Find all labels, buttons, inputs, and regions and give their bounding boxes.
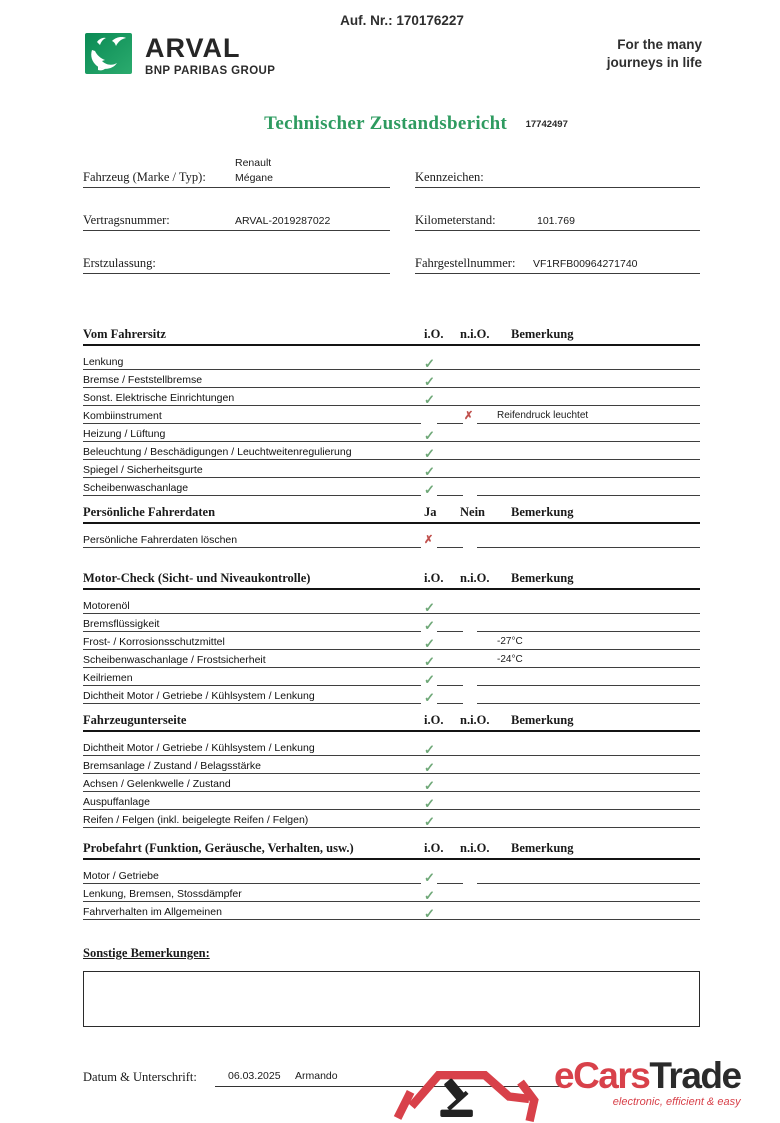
row-label: Bremsanlage / Zustand / Belagsstärke xyxy=(83,760,262,772)
section-header xyxy=(83,326,700,346)
column-header: n.i.O. xyxy=(460,327,490,341)
inspection-row xyxy=(83,756,700,774)
row-label: Kombiinstrument xyxy=(83,410,162,422)
signature-label: Datum & Unterschrift: xyxy=(83,1070,197,1084)
inspection-section xyxy=(83,712,700,828)
inspection-row xyxy=(83,596,700,614)
car-gavel-icon xyxy=(392,1057,550,1123)
column-header: i.O. xyxy=(424,841,444,855)
inspection-row xyxy=(83,738,700,756)
remark-text: -27°C xyxy=(497,636,523,647)
form-line xyxy=(437,547,463,548)
form-line xyxy=(83,495,421,496)
check-icon: ✓ xyxy=(424,742,435,757)
form-line xyxy=(477,495,700,496)
bnp-paribas-birds-icon xyxy=(85,33,132,79)
check-icon: ✓ xyxy=(424,600,435,615)
field-kilometerstand: Kilometerstand: 101.769 xyxy=(415,193,700,231)
row-label: Keilriemen xyxy=(83,672,133,684)
other-remarks xyxy=(83,946,700,1027)
signature-date: 06.03.2025 xyxy=(228,1070,281,1082)
check-icon: ✓ xyxy=(424,870,435,885)
report-ref: 17742497 xyxy=(525,119,568,130)
row-label: Lenkung, Bremsen, Stossdämpfer xyxy=(83,888,242,900)
column-header: i.O. xyxy=(424,713,444,727)
column-header: i.O. xyxy=(424,571,444,585)
info-row xyxy=(83,150,700,188)
section-title: Vom Fahrersitz xyxy=(83,327,166,341)
row-label: Lenkung xyxy=(83,356,124,368)
remark-text: -24°C xyxy=(497,654,523,665)
inspection-sections xyxy=(83,326,700,920)
field-vertragsnummer: Vertragsnummer: ARVAL-2019287022 xyxy=(83,193,390,231)
logo-tagline: electronic, efficient & easy xyxy=(612,1096,741,1108)
column-header: Bemerkung xyxy=(511,327,574,341)
inspection-section xyxy=(83,570,700,704)
form-line xyxy=(83,827,700,828)
check-icon: ✓ xyxy=(424,392,435,407)
column-header: Bemerkung xyxy=(511,505,574,519)
row-label: Dichtheit Motor / Getriebe / Kühlsystem / Lenkung xyxy=(83,690,315,702)
column-header: Bemerkung xyxy=(511,713,574,727)
inspection-row xyxy=(83,902,700,920)
brand-name: ARVAL xyxy=(145,33,241,63)
row-label: Scheibenwaschanlage / Frostsicherheit xyxy=(83,654,266,666)
arval-logo xyxy=(85,33,275,79)
form-line xyxy=(477,703,700,704)
inspection-row xyxy=(83,866,700,884)
form-line xyxy=(83,703,421,704)
row-label: Beleuchtung / Beschädigungen / Leuchtweitenregulierung xyxy=(83,446,352,458)
field-fahrgestellnummer: Fahrgestellnummer: VF1RFB00964271740 xyxy=(415,236,700,274)
page-title: Technischer Zustandsbericht xyxy=(264,113,508,134)
form-line xyxy=(437,495,463,496)
row-label: Reifen / Felgen (inkl. beigelegte Reifen / Felgen) xyxy=(83,814,309,826)
form-line xyxy=(83,919,700,920)
order-number: Auf. Nr.: 170176227 xyxy=(340,13,464,28)
check-icon: ✓ xyxy=(424,796,435,811)
section-title: Motor-Check (Sicht- und Niveaukontrolle) xyxy=(83,571,311,585)
column-header: i.O. xyxy=(424,327,444,341)
inspection-row xyxy=(83,352,700,370)
column-header: n.i.O. xyxy=(460,571,490,585)
row-label: Scheibenwaschanlage xyxy=(83,482,189,494)
check-icon: ✓ xyxy=(424,814,435,829)
row-label: Sonst. Elektrische Einrichtungen xyxy=(83,392,235,404)
field-kennzeichen: Kennzeichen: xyxy=(415,150,700,188)
inspection-section xyxy=(83,504,700,548)
row-label: Achsen / Gelenkwelle / Zustand xyxy=(83,778,231,790)
brand-subtitle: BNP PARIBAS GROUP xyxy=(145,65,276,77)
field-fahrzeug: Fahrzeug (Marke / Typ): Renault Mégane xyxy=(83,150,390,188)
inspection-row xyxy=(83,774,700,792)
inspection-row xyxy=(83,388,700,406)
inspection-row xyxy=(83,614,700,632)
column-header: n.i.O. xyxy=(460,841,490,855)
row-label: Heizung / Lüftung xyxy=(83,428,166,440)
field-value: ARVAL-2019287022 xyxy=(235,215,331,227)
row-label: Motorenöl xyxy=(83,600,130,612)
inspection-row xyxy=(83,530,700,548)
section-title: Fahrzeugunterseite xyxy=(83,713,187,727)
section-header xyxy=(83,504,700,524)
remark-text: Reifendruck leuchtet xyxy=(497,410,589,421)
section-header xyxy=(83,570,700,590)
check-icon: ✓ xyxy=(424,672,435,687)
check-icon: ✓ xyxy=(424,618,435,633)
column-header: Bemerkung xyxy=(511,571,574,585)
section-header xyxy=(83,840,700,860)
vehicle-info xyxy=(83,150,700,279)
column-header: Nein xyxy=(460,505,485,519)
row-label: Bremsflüssigkeit xyxy=(83,618,160,630)
row-label: Fahrverhalten im Allgemeinen xyxy=(83,906,222,918)
remarks-box[interactable] xyxy=(83,971,700,1027)
row-label: Auspuffanlage xyxy=(83,796,150,808)
inspection-row xyxy=(83,370,700,388)
x-icon: ✗ xyxy=(464,410,474,422)
column-header: Bemerkung xyxy=(511,841,574,855)
field-value: Renault xyxy=(235,157,272,169)
check-icon: ✓ xyxy=(424,778,435,793)
ecarstrade-logo xyxy=(392,1057,741,1123)
field-erstzulassung: Erstzulassung: xyxy=(83,236,390,274)
inspection-section xyxy=(83,840,700,920)
row-label: Persönliche Fahrerdaten löschen xyxy=(83,534,238,546)
form-line xyxy=(83,547,421,548)
inspection-row xyxy=(83,810,700,828)
row-label: Motor / Getriebe xyxy=(83,870,159,882)
row-label: Spiegel / Sicherheitsgurte xyxy=(83,464,203,476)
info-row xyxy=(83,193,700,231)
row-label: Dichtheit Motor / Getriebe / Kühlsystem / Lenkung xyxy=(83,742,315,754)
section-title: Probefahrt (Funktion, Geräusche, Verhalten, usw.) xyxy=(83,841,354,855)
inspection-row xyxy=(83,884,700,902)
section-title: Persönliche Fahrerdaten xyxy=(83,505,216,519)
x-icon: ✗ xyxy=(424,534,434,546)
check-icon: ✓ xyxy=(424,356,435,371)
title-row xyxy=(0,113,780,135)
check-icon: ✓ xyxy=(424,374,435,389)
form-line xyxy=(477,547,700,548)
inspection-row xyxy=(83,460,700,478)
check-icon: ✓ xyxy=(424,760,435,775)
brand-tagline: For the many journeys in life xyxy=(606,37,702,71)
field-value: 101.769 xyxy=(537,215,575,227)
inspection-row xyxy=(83,650,700,668)
inspection-row xyxy=(83,406,700,424)
check-icon: ✓ xyxy=(424,428,435,443)
check-icon: ✓ xyxy=(424,636,435,651)
inspection-row xyxy=(83,792,700,810)
signature-name: Armando xyxy=(295,1070,338,1082)
field-value: VF1RFB00964271740 xyxy=(533,258,638,270)
section-header xyxy=(83,712,700,732)
check-icon: ✓ xyxy=(424,690,435,705)
check-icon: ✓ xyxy=(424,446,435,461)
inspection-row xyxy=(83,424,700,442)
inspection-row xyxy=(83,668,700,686)
field-value: Mégane xyxy=(235,172,273,184)
logo-wordmark: eCarsTrade xyxy=(554,1055,741,1096)
inspection-section xyxy=(83,326,700,496)
check-icon: ✓ xyxy=(424,482,435,497)
remarks-label: Sonstige Bemerkungen: xyxy=(83,946,210,960)
column-header: Ja xyxy=(424,505,437,519)
row-label: Bremse / Feststellbremse xyxy=(83,374,203,386)
form-line xyxy=(437,703,463,704)
inspection-row xyxy=(83,442,700,460)
info-row xyxy=(83,236,700,274)
check-icon: ✓ xyxy=(424,464,435,479)
check-icon: ✓ xyxy=(424,888,435,903)
column-header: n.i.O. xyxy=(460,713,490,727)
inspection-row xyxy=(83,478,700,496)
inspection-row xyxy=(83,632,700,650)
check-icon: ✓ xyxy=(424,906,435,921)
inspection-row xyxy=(83,686,700,704)
row-label: Frost- / Korrosionsschutzmittel xyxy=(83,636,225,648)
check-icon: ✓ xyxy=(424,654,435,669)
